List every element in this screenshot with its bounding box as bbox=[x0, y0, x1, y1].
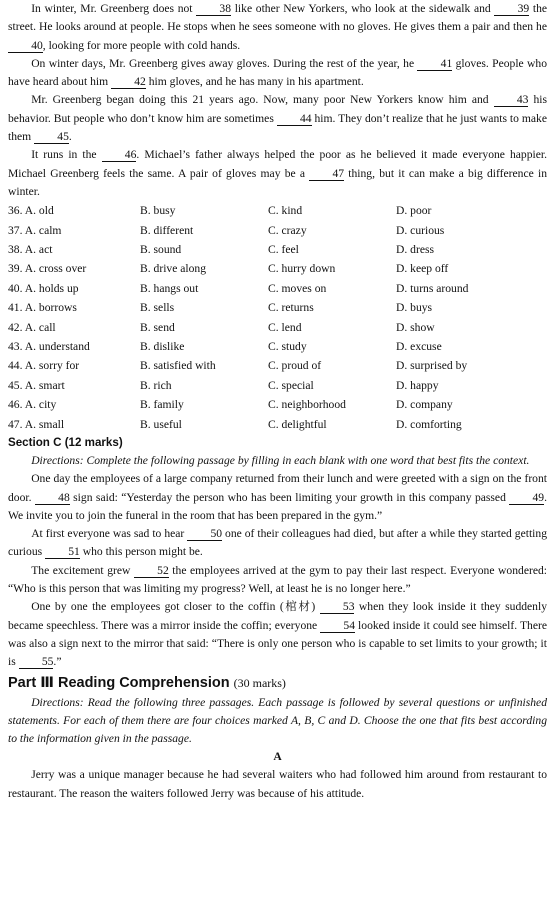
option-cell: C. lend bbox=[268, 320, 302, 334]
option-cell: D. happy bbox=[396, 378, 439, 392]
option-cell: C. moves on bbox=[268, 281, 327, 295]
blank-49: 49 bbox=[509, 491, 544, 505]
option-cell: D. comforting bbox=[396, 417, 462, 431]
option-cell: 36. A. old bbox=[8, 204, 54, 218]
part-3-directions: Directions: Read the following three passages. Each passage is followed by several questions or unfinished statements. For each of them there are four choices marked A, B, C and D. Choose the one that fits best according to the information given in the passage. bbox=[8, 695, 547, 746]
option-cell: D. excuse bbox=[396, 340, 442, 353]
option-cell: C. crazy bbox=[268, 223, 307, 237]
passage-b bbox=[8, 0, 547, 201]
passage-b-paragraph: In winter, Mr. Greenberg does not 38 like other New Yorkers, who look at the sidewalk and 39 the street. He looks around at people. He stops when he sees someone with no gloves. He gives them a pair and then he 40, looking for more people with cold hands. bbox=[8, 2, 548, 52]
blank-42: 42 bbox=[111, 75, 146, 89]
blank-53: 53 bbox=[320, 600, 355, 614]
option-cell: 40. A. holds up bbox=[8, 281, 79, 295]
option-row bbox=[8, 395, 547, 414]
option-cell: B. family bbox=[140, 398, 184, 412]
blank-41: 41 bbox=[417, 57, 452, 71]
option-cell: D. surprised by bbox=[396, 359, 468, 373]
blank-45: 45 bbox=[34, 130, 69, 144]
blank-47: 47 bbox=[309, 167, 344, 181]
part-3-title: Part Ⅲ Reading Comprehension bbox=[8, 674, 230, 691]
passage-b-paragraph: It runs in the 46. Michael’s father always helped the poor as he believed it made everyone happier. Michael Greenberg feels the same. A pair of gloves may be a 47 thing, but it can make a big difference in winter. bbox=[8, 148, 547, 198]
option-cell: 37. A. calm bbox=[8, 223, 62, 237]
option-cell: 38. A. act bbox=[8, 243, 53, 257]
option-row bbox=[8, 259, 547, 278]
option-row bbox=[8, 221, 547, 240]
option-cell: B. busy bbox=[140, 204, 176, 218]
option-row bbox=[8, 298, 547, 317]
option-cell: 46. A. city bbox=[8, 398, 57, 412]
option-cell: B. hangs out bbox=[140, 281, 199, 295]
option-cell: C. delightful bbox=[268, 417, 327, 431]
passage-c-paragraph: One by one the employees got closer to the coffin (棺材) 53 when they look inside it they suddenly became speechless. There was a mirror inside the coffin; everyone 54 looked inside it could see himself. There was also a sign next to the mirror that said: “There is only one person who is capable to set limits to your growth; it is 55.” bbox=[8, 600, 548, 669]
blank-54: 54 bbox=[320, 619, 355, 633]
option-cell: 45. A. smart bbox=[8, 378, 65, 392]
option-cell: C. kind bbox=[268, 204, 303, 218]
option-row bbox=[8, 201, 547, 220]
option-cell: B. rich bbox=[140, 378, 172, 392]
option-cell: C. feel bbox=[268, 243, 299, 257]
option-cell: B. drive along bbox=[140, 262, 207, 276]
blank-55: 55 bbox=[19, 655, 54, 669]
part-3-marks: (30 marks) bbox=[233, 675, 286, 690]
section-c-title: Section C (12 marks) bbox=[8, 435, 123, 449]
passage-b-paragraph: Mr. Greenberg began doing this 21 years ago. Now, many poor New Yorkers know him and 43 his behavior. But people who don’t know him are sometimes 44 him. They don’t realize that he just wants to make them 45. bbox=[8, 93, 547, 144]
option-row bbox=[8, 318, 547, 337]
option-cell: B. useful bbox=[140, 417, 182, 431]
option-cell: 39. A. cross over bbox=[8, 262, 87, 276]
passage-c bbox=[8, 470, 547, 671]
option-cell: D. poor bbox=[396, 204, 432, 218]
option-cell: D. curious bbox=[396, 223, 445, 237]
option-row bbox=[8, 356, 547, 375]
part-3-heading bbox=[8, 672, 547, 694]
option-cell: D. company bbox=[396, 398, 453, 412]
option-cell: B. different bbox=[140, 223, 194, 237]
option-cell: 41. A. borrows bbox=[8, 301, 77, 315]
passage-a-text: Jerry was a unique manager because he had several waiters who had followed him around from restaurant to restaurant. The reason the waiters followed Jerry was because of his attitude. bbox=[8, 768, 547, 800]
option-cell: 44. A. sorry for bbox=[8, 359, 80, 373]
option-cell: B. sound bbox=[140, 243, 182, 257]
option-row bbox=[8, 415, 547, 434]
passage-b-paragraph: On winter days, Mr. Greenberg gives away gloves. During the rest of the year, he 41 gloves. People who have heard about him 42 him gloves, and he has many in his apartment. bbox=[8, 56, 547, 89]
option-cell: 47. A. small bbox=[8, 417, 65, 431]
blank-43: 43 bbox=[494, 93, 529, 107]
blank-40: 40 bbox=[8, 39, 43, 53]
blank-50: 50 bbox=[187, 527, 222, 541]
option-cell: D. keep off bbox=[396, 262, 449, 276]
option-cell: C. special bbox=[268, 378, 314, 392]
option-cell: C. study bbox=[268, 340, 307, 353]
option-cell: C. neighborhood bbox=[268, 398, 346, 412]
option-cell: B. satisfied with bbox=[140, 359, 216, 373]
option-cell: D. show bbox=[396, 320, 435, 334]
option-row bbox=[8, 240, 547, 259]
blank-38: 38 bbox=[196, 2, 231, 16]
option-row bbox=[8, 376, 547, 395]
option-cell: B. sells bbox=[140, 301, 175, 315]
section-c-directions: Directions: Complete the following passage by filling in each blank with one word that best fits the context. bbox=[31, 453, 530, 467]
blank-44: 44 bbox=[277, 112, 312, 126]
option-cell: 43. A. understand bbox=[8, 340, 90, 353]
option-cell: D. turns around bbox=[396, 281, 469, 295]
blank-52: 52 bbox=[134, 564, 169, 578]
option-cell: B. dislike bbox=[140, 340, 185, 353]
option-cell: C. proud of bbox=[268, 359, 322, 373]
passage-c-paragraph: One day the employees of a large company returned from their lunch and were greeted with a sign on the front door. 48 sign said: “Yesterday the person who has been limiting your growth in this company passed 49. We invite you to join the funeral in the room that has been prepared in the gym.” bbox=[8, 472, 547, 522]
option-row bbox=[8, 279, 547, 298]
passage-c-paragraph: The excitement grew 52 the employees arrived at the gym to pay their last respect. Everyone wondered: “Who is this person that was limiting my progress? Well, at least he is no longer here.” bbox=[8, 563, 547, 596]
blank-46: 46 bbox=[102, 148, 137, 162]
blank-51: 51 bbox=[45, 545, 80, 559]
passage-c-paragraph: At first everyone was sad to hear 50 one of their colleagues had died, but after a while they started getting curious 51 who this person might be. bbox=[8, 527, 547, 559]
option-row bbox=[8, 337, 547, 356]
option-cell: B. send bbox=[140, 320, 175, 334]
option-cell: C. hurry down bbox=[268, 262, 336, 276]
option-cell: 42. A. call bbox=[8, 320, 56, 334]
option-cell: C. returns bbox=[268, 301, 314, 315]
option-cell: D. buys bbox=[396, 301, 433, 315]
passage-a-label: A bbox=[273, 750, 282, 764]
blank-48: 48 bbox=[35, 491, 70, 505]
option-cell: D. dress bbox=[396, 243, 434, 257]
answer-options-table bbox=[8, 201, 547, 434]
blank-39: 39 bbox=[494, 2, 529, 16]
